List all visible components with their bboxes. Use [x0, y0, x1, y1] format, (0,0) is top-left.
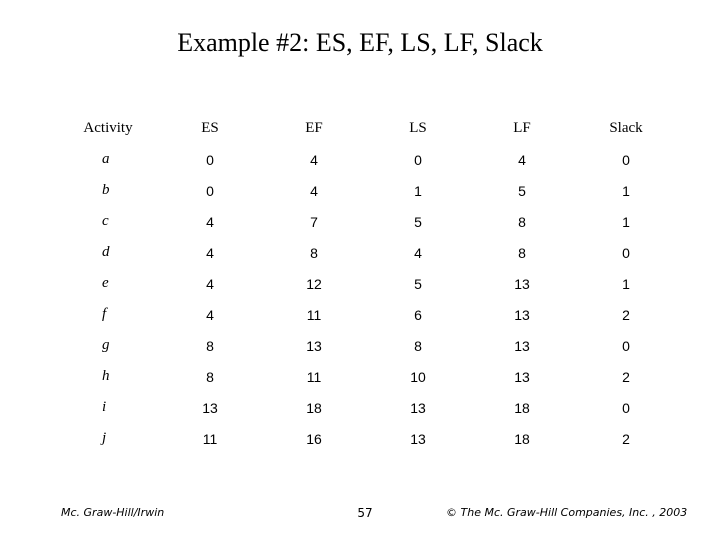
cell-lf: 18	[514, 399, 530, 416]
cell-es: 8	[206, 368, 214, 385]
cell-ls: 0	[414, 151, 422, 168]
cell-lf: 8	[518, 244, 526, 261]
cell-lf: 13	[514, 337, 530, 354]
cell-slack: 2	[622, 306, 630, 323]
cell-ef: 7	[310, 213, 318, 230]
cell-es: 4	[206, 306, 214, 323]
cell-activity: g	[102, 337, 110, 353]
cell-ef: 4	[310, 151, 318, 168]
cell-ls: 10	[410, 368, 426, 385]
cell-slack: 2	[622, 430, 630, 447]
cell-activity: e	[102, 275, 109, 291]
footer-publisher: Mc. Graw-Hill/Irwin	[61, 506, 165, 519]
cell-slack: 1	[622, 213, 630, 230]
cell-lf: 4	[518, 151, 526, 168]
cell-ef: 13	[306, 337, 322, 354]
page-number: 57	[357, 506, 373, 520]
table-row	[58, 206, 678, 237]
table-row	[58, 330, 678, 361]
column-header-es: ES	[201, 119, 219, 136]
cell-activity: h	[102, 368, 110, 384]
footer-copyright: © The Mc. Graw-Hill Companies, Inc. , 2003	[446, 506, 688, 519]
cell-ls: 13	[410, 399, 426, 416]
cell-activity: d	[102, 244, 110, 260]
cell-ls: 5	[414, 275, 422, 292]
cell-es: 4	[206, 213, 214, 230]
table-row	[58, 392, 678, 423]
cell-activity: f	[102, 306, 107, 322]
table-header-row	[58, 112, 678, 144]
cell-es: 0	[206, 151, 214, 168]
column-header-ef: EF	[305, 119, 323, 136]
cell-ef: 8	[310, 244, 318, 261]
table-row	[58, 361, 678, 392]
table-row	[58, 423, 678, 454]
cell-slack: 0	[622, 244, 630, 261]
cell-slack: 0	[622, 151, 630, 168]
cell-es: 0	[206, 182, 214, 199]
cell-lf: 13	[514, 306, 530, 323]
cell-ls: 8	[414, 337, 422, 354]
table-body	[58, 144, 678, 454]
cell-ef: 11	[306, 306, 322, 323]
cell-ef: 18	[306, 399, 322, 416]
table-row	[58, 299, 678, 330]
table-row	[58, 237, 678, 268]
table-row	[58, 175, 678, 206]
cell-slack: 2	[622, 368, 630, 385]
cell-es: 8	[206, 337, 214, 354]
cell-slack: 1	[622, 182, 630, 199]
cell-activity: a	[102, 151, 110, 167]
cell-activity: j	[102, 430, 107, 446]
schedule-table	[58, 112, 678, 454]
column-header-ls: LS	[409, 119, 427, 136]
cell-ef: 11	[306, 368, 322, 385]
cell-activity: c	[102, 213, 109, 229]
table-row	[58, 268, 678, 299]
cell-activity: b	[102, 182, 110, 198]
cell-ef: 16	[306, 430, 322, 447]
cell-lf: 5	[518, 182, 526, 199]
cell-es: 11	[202, 430, 218, 447]
cell-ls: 1	[414, 182, 422, 199]
cell-es: 4	[206, 244, 214, 261]
cell-slack: 0	[622, 337, 630, 354]
cell-lf: 18	[514, 430, 530, 447]
cell-ls: 13	[410, 430, 426, 447]
column-header-activity: Activity	[83, 119, 133, 136]
cell-ef: 12	[306, 275, 322, 292]
cell-activity: i	[102, 399, 107, 415]
cell-es: 13	[202, 399, 218, 416]
slide-title: Example #2: ES, EF, LS, LF, Slack	[177, 28, 543, 57]
column-header-lf: LF	[513, 119, 531, 136]
cell-lf: 13	[514, 275, 530, 292]
cell-ls: 5	[414, 213, 422, 230]
cell-ls: 4	[414, 244, 422, 261]
cell-ef: 4	[310, 182, 318, 199]
cell-es: 4	[206, 275, 214, 292]
column-header-slack: Slack	[609, 119, 643, 136]
cell-lf: 13	[514, 368, 530, 385]
cell-slack: 1	[622, 275, 630, 292]
cell-ls: 6	[414, 306, 422, 323]
cell-lf: 8	[518, 213, 526, 230]
table-row	[58, 144, 678, 175]
cell-slack: 0	[622, 399, 630, 416]
